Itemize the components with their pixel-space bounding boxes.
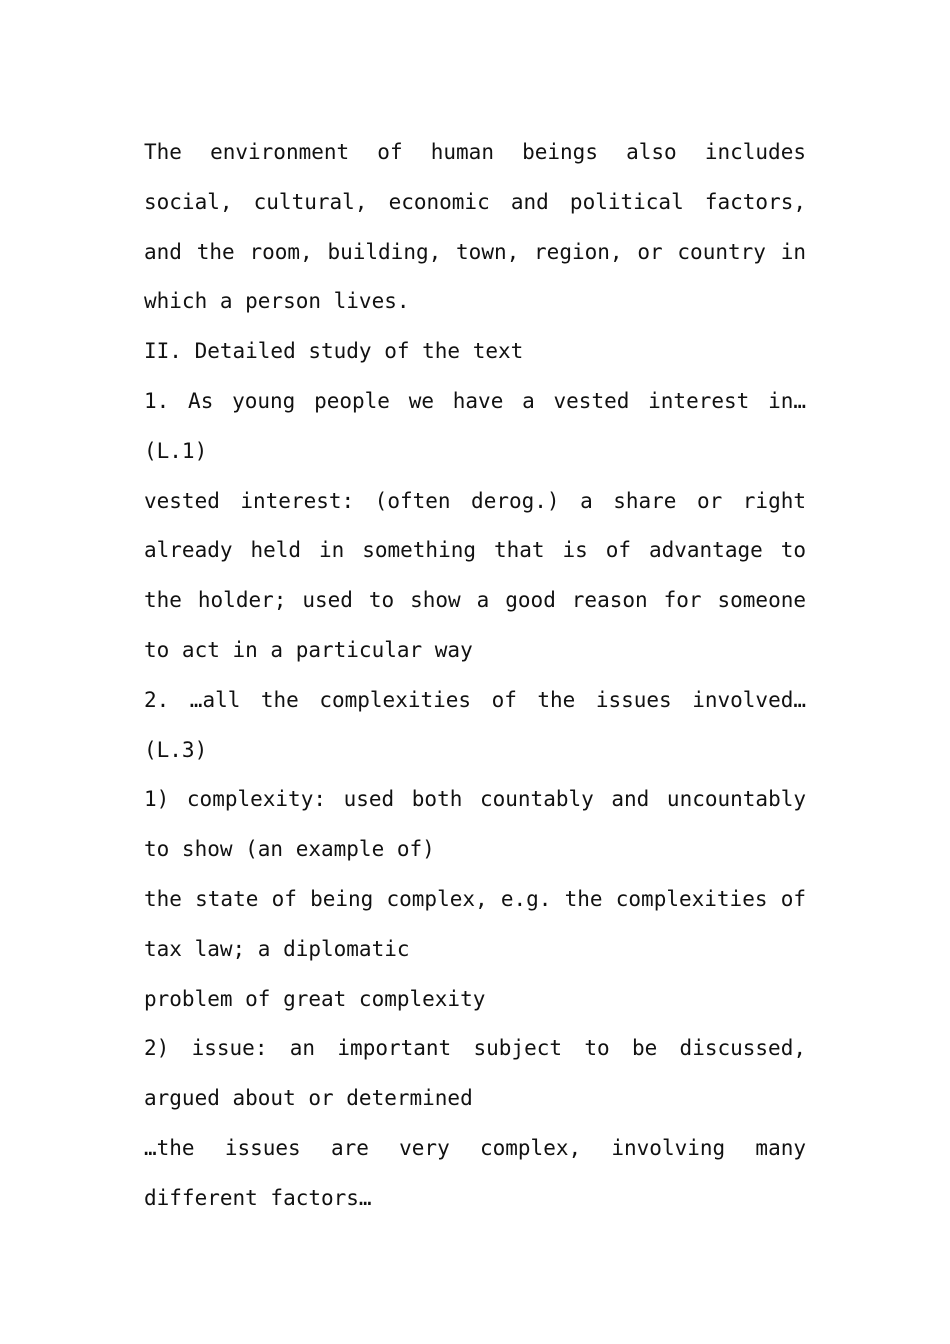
paragraph-environment: The environment of human beings also includes social, cultural, economic and political factors, and the room, building, town, region, or country in which a person lives. [144, 140, 806, 314]
complexity-example-continued: problem of great complexity [144, 986, 486, 1011]
issue-definition: 2) issue: an important subject to be discussed, argued about or determined [144, 1036, 806, 1111]
item-1-quote: 1. As young people we have a vested interest in… [144, 388, 806, 413]
issue-example: …the issues are very complex, involving many different factors… [144, 1135, 806, 1210]
section-heading: II. Detailed study of the text [144, 339, 524, 364]
complexity-example: the state of being complex, e.g. the complexities of tax law; a diplomatic [144, 886, 806, 961]
vested-interest-definition: vested interest: (often derog.) a share or right already held in something that is of advantage to the holder; used to show a good reason for someone to act in a particular way [144, 488, 806, 662]
item-2-quote: 2. …all the complexities of the issues involved… [144, 687, 806, 712]
complexity-definition: 1) complexity: used both countably and uncountably to show (an example of) [144, 787, 806, 862]
document-page [144, 128, 806, 1224]
item-2-line-ref: (L.3) [144, 737, 208, 762]
item-1-line-ref: (L.1) [144, 438, 208, 463]
